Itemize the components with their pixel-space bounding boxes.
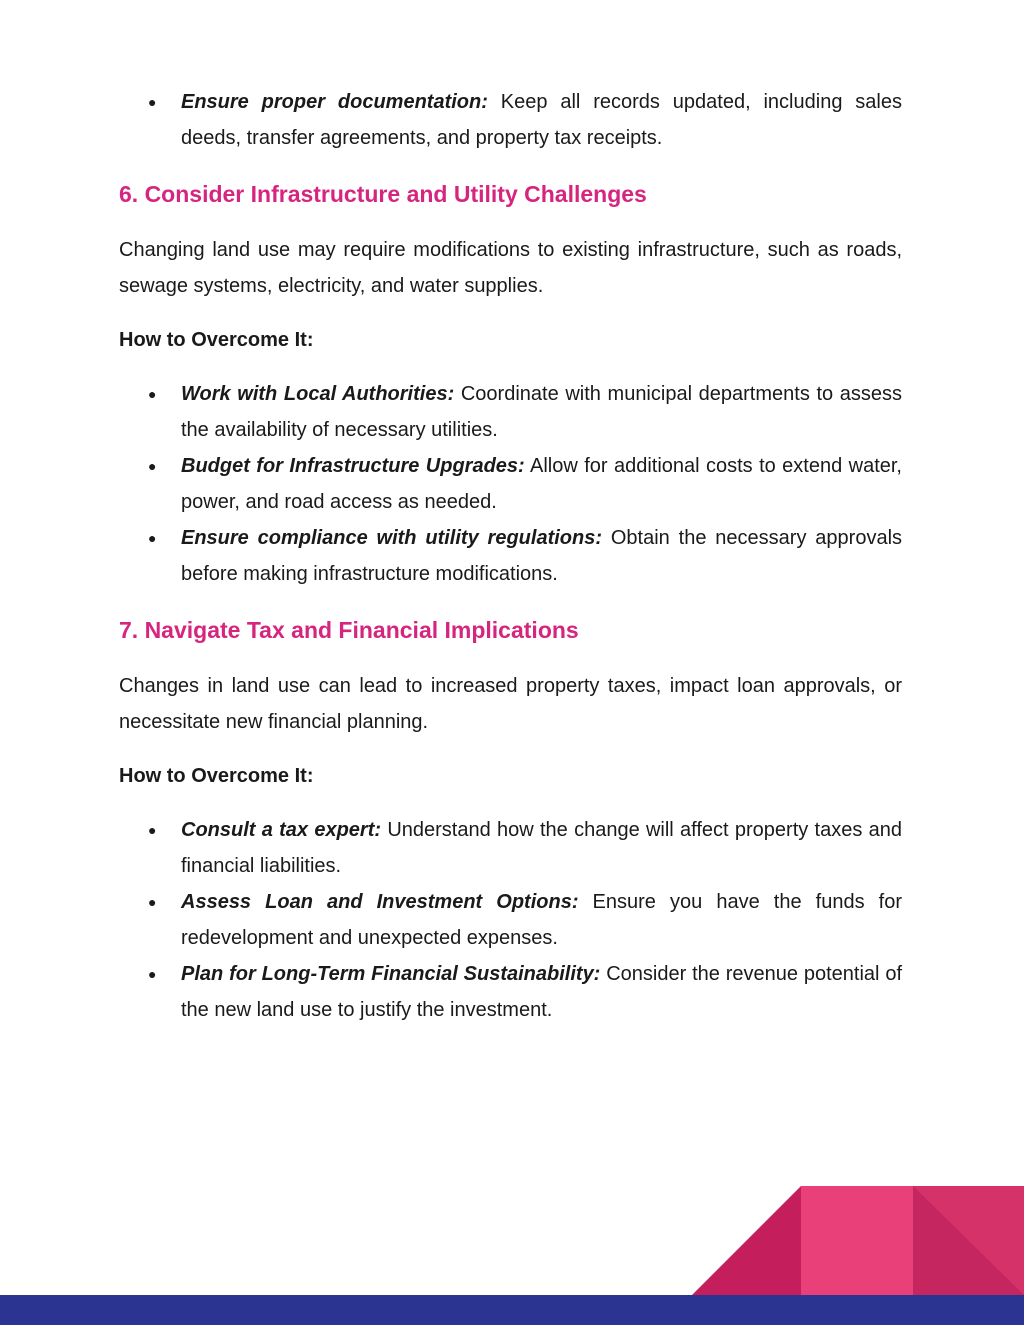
bullet-term: Assess Loan and Investment Options: — [181, 891, 579, 913]
bullet-term: Plan for Long-Term Financial Sustainability: — [181, 963, 601, 985]
decorative-block-mid — [801, 1186, 913, 1295]
list-item — [148, 84, 902, 156]
section-6-paragraph: Changing land use may require modifications to existing infrastructure, such as roads, sewage systems, electricity, and water supplies. — [119, 239, 902, 297]
list-item — [148, 884, 902, 956]
bullet-icon: ● — [148, 386, 157, 402]
bullet-term: Consult a tax expert: — [181, 819, 382, 841]
decorative-shadow-triangle — [913, 1186, 1024, 1295]
bullet-term: Budget for Infrastructure Upgrades: — [181, 455, 525, 477]
bullet-text: Ensure you have the funds for redevelopment and unexpected expenses. — [181, 891, 902, 949]
bullet-icon: ● — [148, 458, 157, 474]
section-7-subheading: How to Overcome It: — [119, 765, 314, 787]
bullet-term: Work with Local Authorities: — [181, 383, 455, 405]
bullet-text: Keep all records updated, including sales deeds, transfer agreements, and property tax receipts. — [181, 91, 902, 149]
footer-bar — [0, 1295, 1024, 1325]
bullet-text: Allow for additional costs to extend water, power, and road access as needed. — [181, 455, 902, 513]
bullet-icon: ● — [148, 94, 157, 110]
bullet-term: Ensure compliance with utility regulations: — [181, 527, 603, 549]
decorative-block-light — [913, 1186, 1024, 1295]
section-6-subheading: How to Overcome It: — [119, 329, 314, 351]
bullet-icon: ● — [148, 894, 157, 910]
section-6-bullet-list — [119, 376, 902, 592]
bullet-term: Ensure proper documentation: — [181, 91, 488, 113]
list-item — [148, 520, 903, 592]
section-7-heading: 7. Navigate Tax and Financial Implications — [119, 617, 579, 643]
bullet-icon: ● — [148, 966, 157, 982]
bullet-text: Understand how the change will affect property taxes and financial liabilities. — [181, 819, 903, 877]
decorative-triangle-dark — [692, 1186, 801, 1295]
bullet-text: Obtain the necessary approvals before making infrastructure modifications. — [181, 527, 903, 585]
list-item — [148, 956, 902, 1028]
list-item — [148, 448, 902, 520]
bullet-text: Coordinate with municipal departments to assess the availability of necessary utilities. — [181, 383, 903, 441]
document-body — [119, 84, 902, 1028]
list-item — [148, 376, 903, 448]
intro-bullet-list — [119, 84, 902, 156]
bullet-icon: ● — [148, 530, 157, 546]
section-6-heading: 6. Consider Infrastructure and Utility Challenges — [119, 181, 647, 207]
section-7-bullet-list — [119, 812, 902, 1028]
bullet-icon: ● — [148, 822, 157, 838]
list-item — [148, 812, 903, 884]
bullet-text: Consider the revenue potential of the new land use to justify the investment. — [181, 963, 902, 1021]
section-7-paragraph: Changes in land use can lead to increased property taxes, impact loan approvals, or necessitate new financial planning. — [119, 675, 902, 733]
